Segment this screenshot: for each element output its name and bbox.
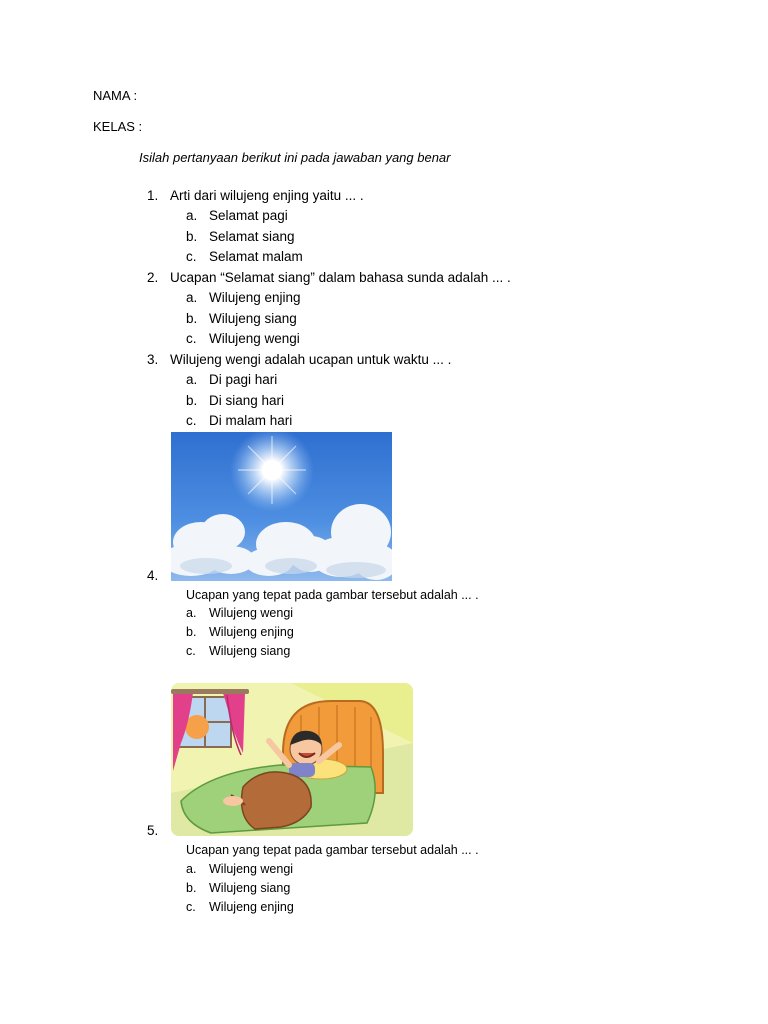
nama-label: NAMA : bbox=[93, 88, 138, 103]
option-label: c. bbox=[186, 413, 197, 428]
waking-up-illustration bbox=[171, 683, 413, 836]
option-text: Wilujeng wengi bbox=[209, 862, 294, 876]
option-label: a. bbox=[186, 208, 198, 223]
instruction-text: Isilah pertanyaan berikut ini pada jawaban yang benar bbox=[139, 150, 451, 165]
option-text: Wilujeng enjing bbox=[209, 625, 294, 639]
question-3 bbox=[147, 352, 451, 367]
option-text: Selamat siang bbox=[209, 229, 295, 244]
option-label: b. bbox=[186, 881, 197, 895]
question-5-number: 5. bbox=[147, 823, 159, 838]
q5-option-b bbox=[186, 881, 290, 895]
option-label: c. bbox=[186, 331, 197, 346]
option-label: a. bbox=[186, 606, 197, 620]
question-number: 2. bbox=[147, 270, 159, 285]
q4-option-b bbox=[186, 625, 294, 639]
option-label: a. bbox=[186, 862, 197, 876]
option-text: Selamat malam bbox=[209, 249, 303, 264]
option-label: c. bbox=[186, 249, 197, 264]
option-label: a. bbox=[186, 290, 198, 305]
option-text: Wilujeng wengi bbox=[209, 606, 294, 620]
option-label: c. bbox=[186, 644, 196, 658]
question-5-text: Ucapan yang tepat pada gambar tersebut adalah ... . bbox=[186, 843, 479, 857]
option-text: Selamat pagi bbox=[209, 208, 288, 223]
question-2 bbox=[147, 270, 511, 285]
q4-option-a bbox=[186, 606, 293, 620]
q3-option-c bbox=[186, 413, 292, 428]
question-number: 3. bbox=[147, 352, 159, 367]
option-label: b. bbox=[186, 625, 197, 639]
option-text: Di pagi hari bbox=[209, 372, 278, 387]
option-label: c. bbox=[186, 900, 196, 914]
question-4-text: Ucapan yang tepat pada gambar tersebut adalah ... . bbox=[186, 588, 479, 602]
q5-option-a bbox=[186, 862, 293, 876]
q1-option-c bbox=[186, 249, 303, 264]
q2-option-c bbox=[186, 331, 300, 346]
q2-option-a bbox=[186, 290, 301, 305]
option-label: a. bbox=[186, 372, 198, 387]
option-text: Wilujeng wengi bbox=[209, 331, 300, 346]
q2-option-b bbox=[186, 311, 297, 326]
question-number: 1. bbox=[147, 188, 159, 203]
q1-option-b bbox=[186, 229, 295, 244]
q1-option-a bbox=[186, 208, 288, 223]
option-text: Wilujeng siang bbox=[209, 881, 291, 895]
option-text: Wilujeng siang bbox=[209, 644, 291, 658]
question-4-number: 4. bbox=[147, 568, 159, 583]
option-text: Di malam hari bbox=[209, 413, 293, 428]
sunny-sky-image bbox=[171, 432, 392, 581]
q4-option-c bbox=[186, 644, 290, 658]
option-label: b. bbox=[186, 311, 198, 326]
question-1 bbox=[147, 188, 364, 203]
question-text: Arti dari wilujeng enjing yaitu ... . bbox=[170, 188, 364, 203]
q3-option-a bbox=[186, 372, 277, 387]
q5-option-c bbox=[186, 900, 294, 914]
option-text: Wilujeng enjing bbox=[209, 290, 301, 305]
q3-option-b bbox=[186, 393, 284, 408]
option-label: b. bbox=[186, 393, 198, 408]
kelas-label: KELAS : bbox=[93, 119, 143, 134]
option-text: Wilujeng enjing bbox=[209, 900, 294, 914]
option-text: Wilujeng siang bbox=[209, 311, 297, 326]
question-text: Ucapan “Selamat siang” dalam bahasa sunda adalah ... . bbox=[170, 270, 511, 285]
option-label: b. bbox=[186, 229, 198, 244]
option-text: Di siang hari bbox=[209, 393, 285, 408]
question-text: Wilujeng wengi adalah ucapan untuk waktu ... . bbox=[170, 352, 452, 367]
